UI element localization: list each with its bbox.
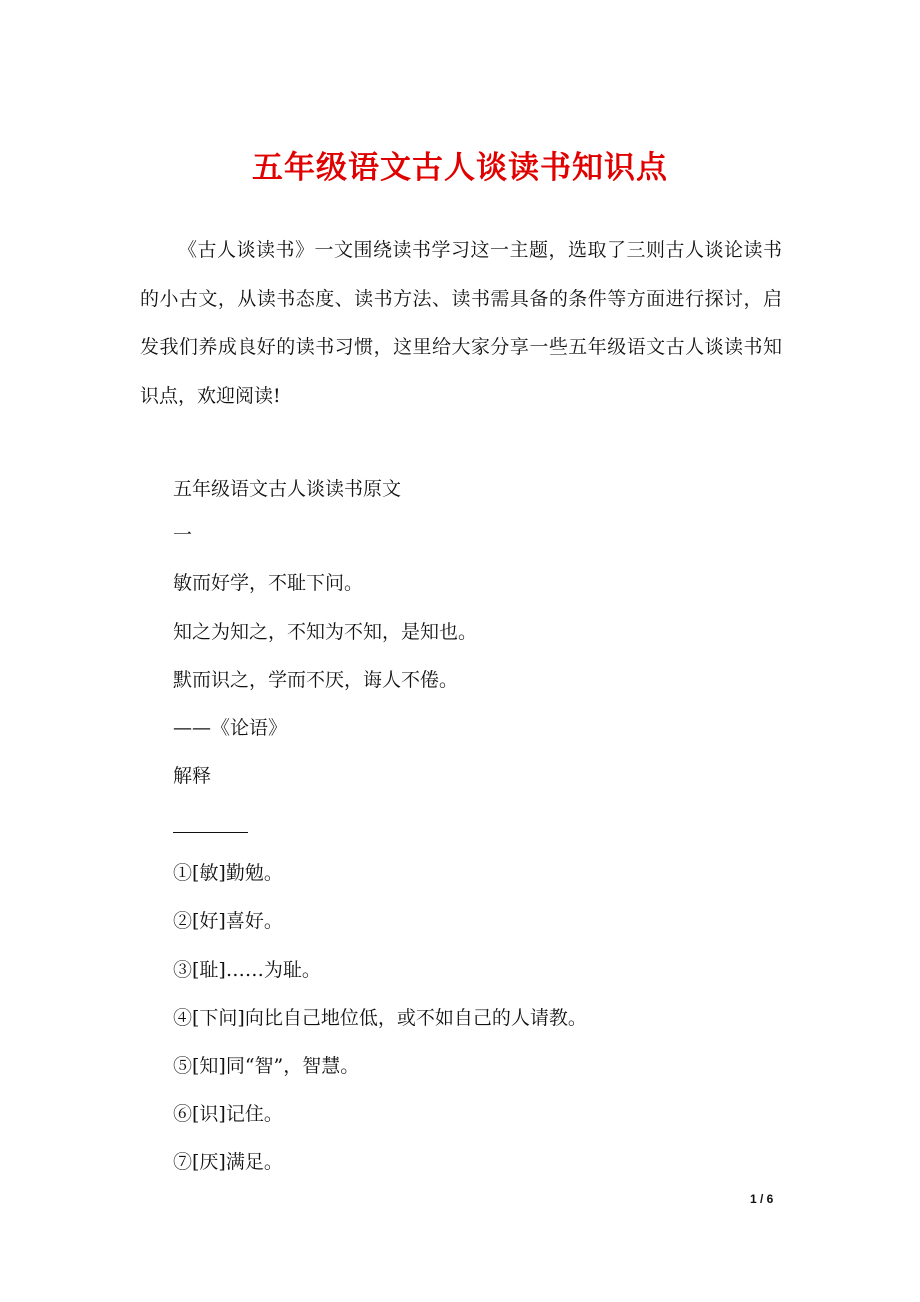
note-item: ⑥[识]记住。: [173, 1103, 283, 1125]
note-item: ③[耻]……为耻。: [173, 959, 321, 981]
note-item: ⑤[知]同“智”，智慧。: [173, 1055, 360, 1077]
note-item: ⑦[厌]满足。: [173, 1151, 283, 1173]
separator-line: [173, 832, 248, 833]
notes-heading: 解释: [173, 765, 212, 787]
note-item: ②[好]喜好。: [173, 910, 283, 932]
document-title: 五年级语文古人谈读书知识点: [252, 150, 668, 186]
passage-line: 知之为知之，不知为不知，是知也。: [173, 621, 478, 643]
passage-line: 敏而好学，不耻下问。: [173, 572, 364, 594]
page-number: 1 / 6: [750, 1192, 774, 1206]
intro-paragraph: 《古人谈读书》一文围绕读书学习这一主题，选取了三则古人谈论读书的小古文，从读书态度、读书方法、读书需具备的条件等方面进行探讨，启发我们养成良好的读书习惯，这里给大家分享一些五年级语文古人谈读书知识点，欢迎阅读!: [140, 239, 782, 407]
section-heading: 五年级语文古人谈读书原文: [173, 478, 402, 500]
part-number: 一: [173, 524, 193, 546]
note-item: ①[敏]勤勉。: [173, 862, 283, 884]
passage-line: 默而识之，学而不厌，诲人不倦。: [173, 669, 459, 691]
note-item: ④[下问]向比自己地位低，或不如自己的人请教。: [173, 1007, 587, 1029]
source-citation: ——《论语》: [173, 717, 288, 739]
